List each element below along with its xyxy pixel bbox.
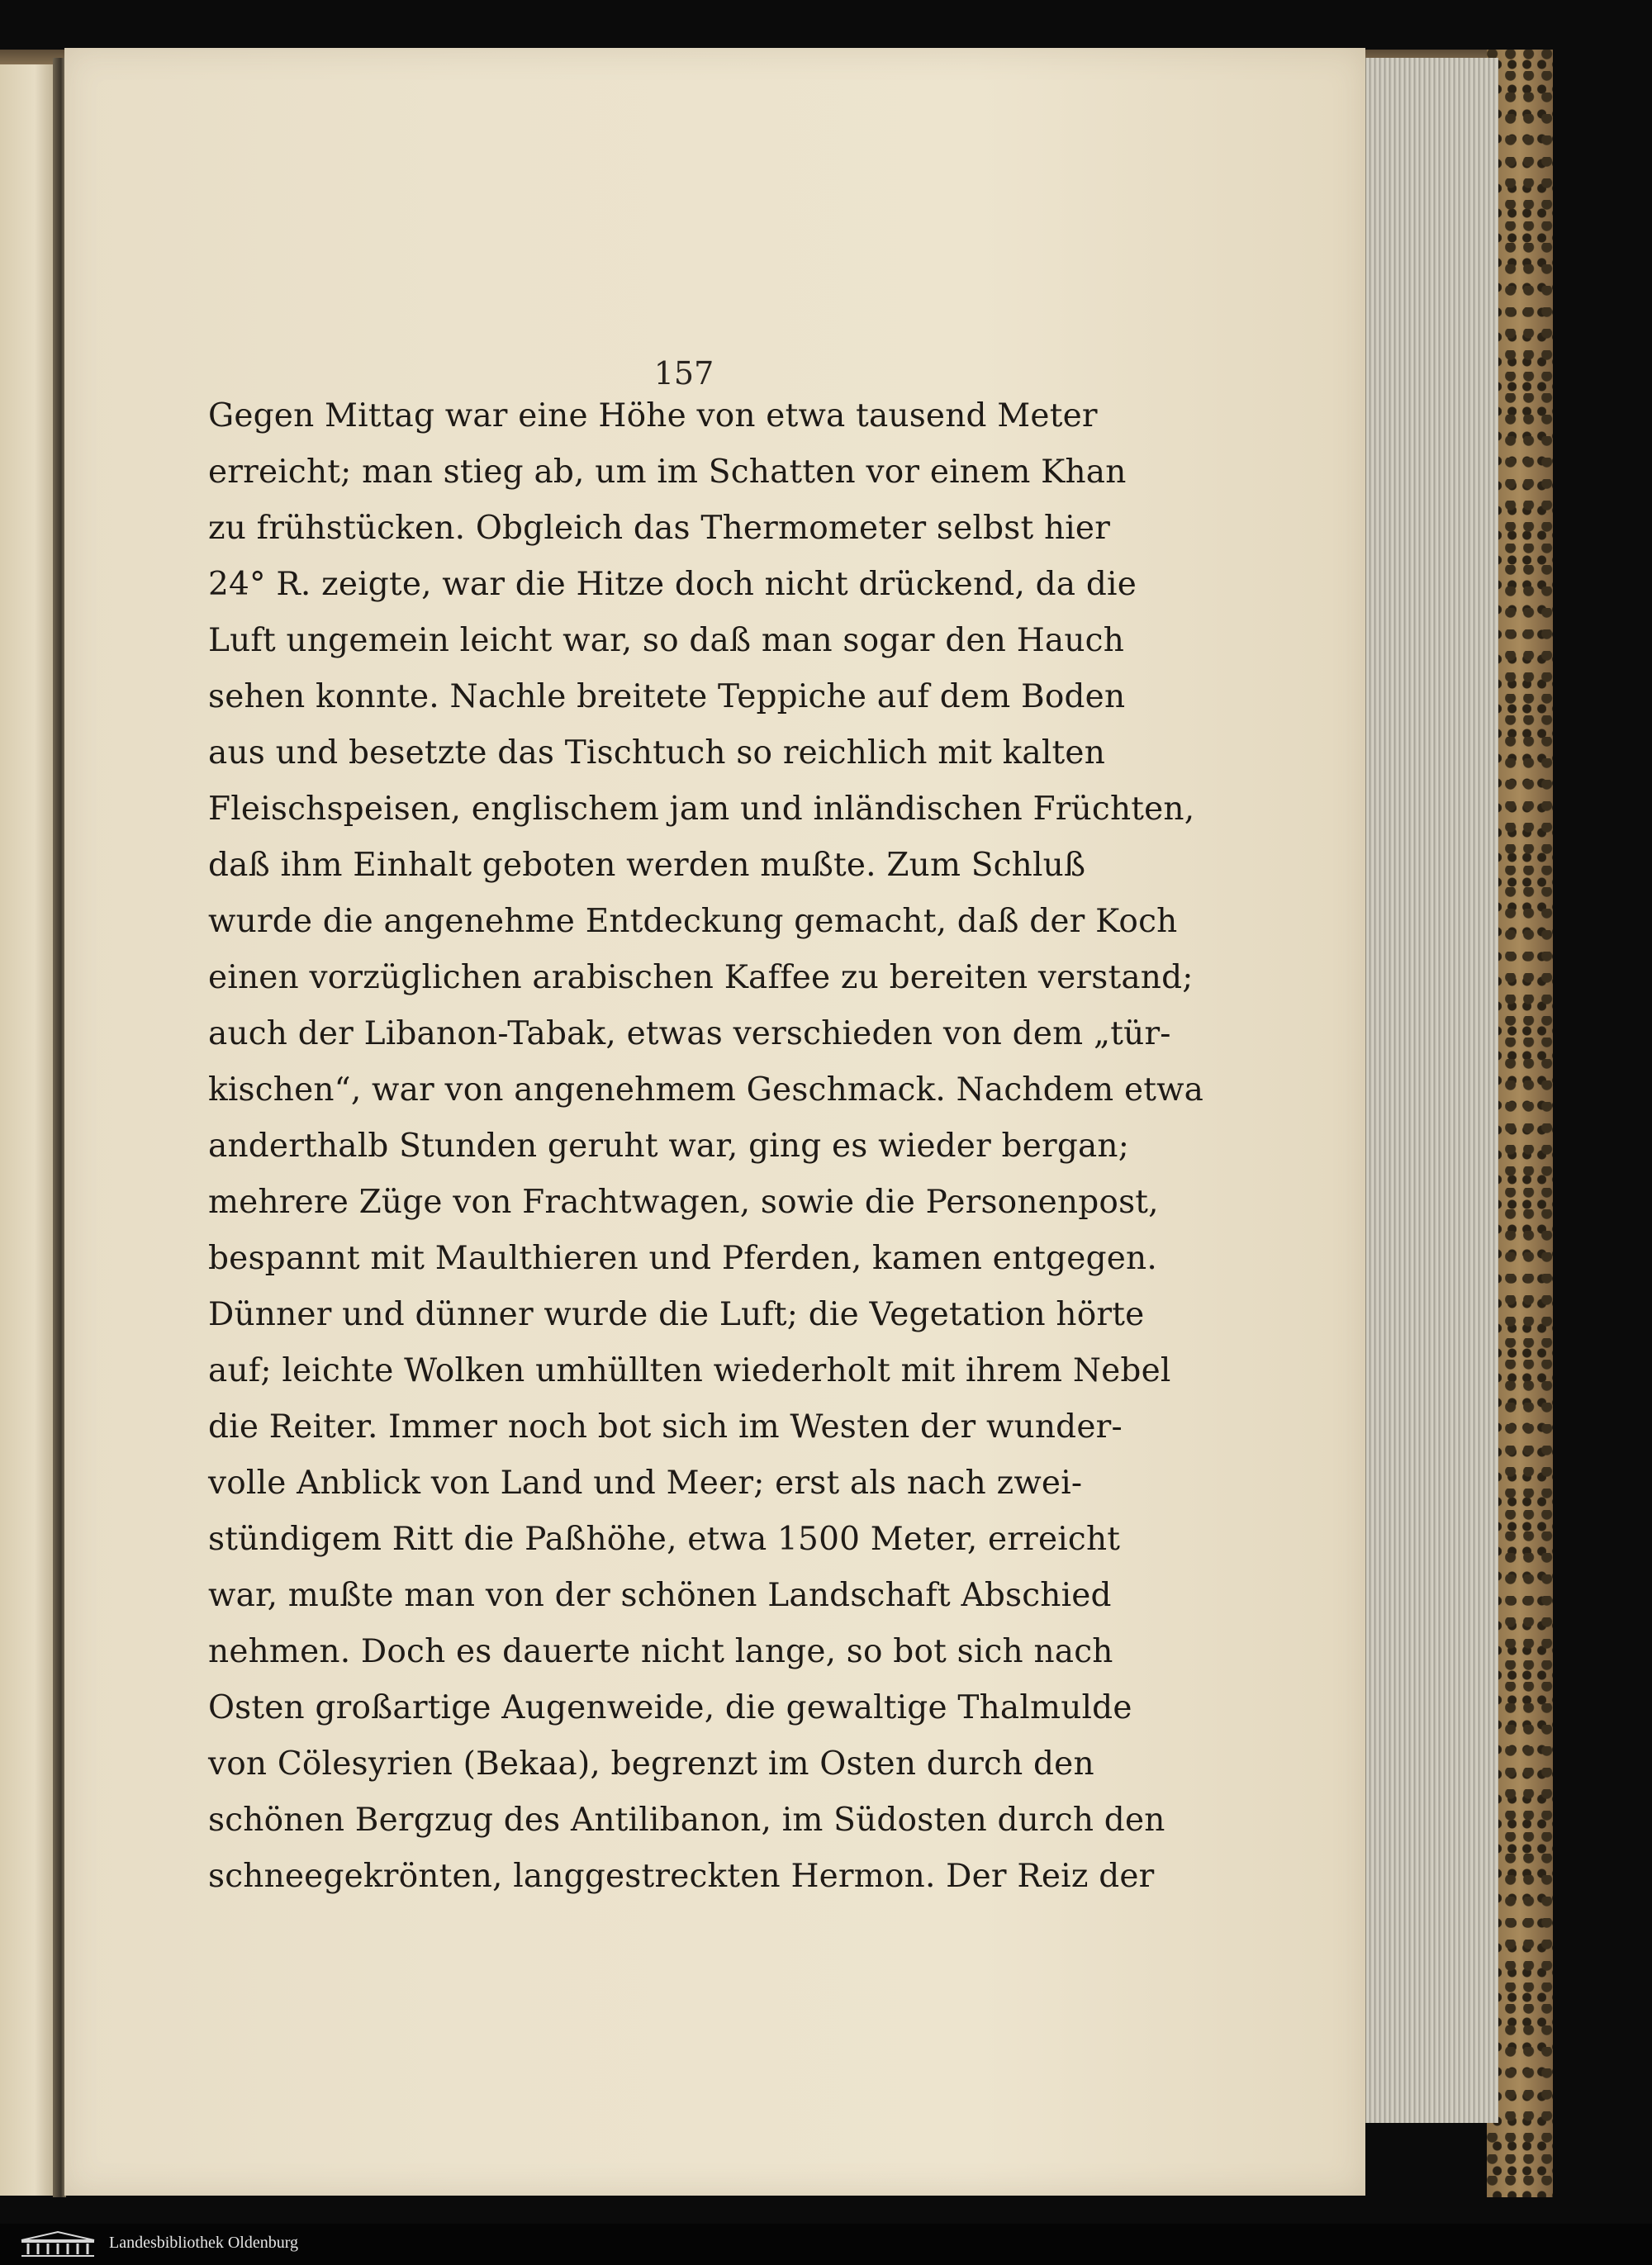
library-name: Landesbibliothek Oldenburg — [109, 2234, 299, 2252]
text-line: 24° R. zeigte, war die Hitze doch nicht drückend, da die — [208, 566, 1137, 603]
text-line: bespannt mit Maulthieren und Pferden, kamen entgegen. — [208, 1240, 1157, 1277]
text-line: volle Anblick von Land und Meer; erst als nach zwei- — [208, 1465, 1083, 1502]
text-line: war, mußte man von der schönen Landschaft Abschied — [208, 1577, 1112, 1614]
text-line: aus und besetzte das Tischtuch so reichlich mit kalten — [208, 734, 1106, 772]
text-line: auch der Libanon-Tabak, etwas verschieden von dem „tür- — [208, 1015, 1171, 1052]
text-line: kischen“, war von angenehmem Geschmack. Nachdem etwa — [208, 1071, 1204, 1109]
text-line: wurde die angenehme Entdeckung gemacht, daß der Koch — [208, 903, 1178, 940]
library-building-icon — [18, 2230, 97, 2258]
body-text — [208, 388, 1204, 1905]
text-line: anderthalb Stunden geruht war, ging es wieder bergan; — [208, 1128, 1130, 1165]
page-number: 157 — [653, 355, 714, 392]
text-line: mehrere Züge von Frachtwagen, sowie die Personenpost, — [208, 1184, 1159, 1221]
left-page-edge — [0, 64, 58, 2196]
page-edges — [1363, 58, 1498, 2123]
text-line: Dünner und dünner wurde die Luft; die Vegetation hörte — [208, 1296, 1145, 1333]
text-line: Luft ungemein leicht war, so daß man sogar den Hauch — [208, 622, 1125, 659]
text-line: Gegen Mittag war eine Höhe von etwa tausend Meter — [208, 397, 1098, 434]
text-line: schönen Bergzug des Antilibanon, im Südosten durch den — [208, 1802, 1165, 1839]
text-line: zu frühstücken. Obgleich das Thermometer selbst hier — [208, 510, 1111, 547]
text-line: auf; leichte Wolken umhüllten wiederholt mit ihrem Nebel — [208, 1352, 1171, 1389]
text-line: Osten großartige Augenweide, die gewaltige Thalmulde — [208, 1689, 1132, 1726]
text-line: die Reiter. Immer noch bot sich im Westen der wunder- — [208, 1408, 1123, 1446]
text-line: nehmen. Doch es dauerte nicht lange, so bot sich nach — [208, 1633, 1113, 1670]
text-line: erreicht; man stieg ab, um im Schatten vor einem Khan — [208, 453, 1127, 491]
text-line: schneegekrönten, langgestreckten Hermon. Der Reiz der — [208, 1858, 1155, 1895]
text-line: einen vorzüglichen arabischen Kaffee zu bereiten verstand; — [208, 959, 1194, 996]
text-line: Fleischspeisen, englischem jam und inländischen Früchten, — [208, 791, 1195, 828]
text-line: stündigem Ritt die Paßhöhe, etwa 1500 Meter, erreicht — [208, 1521, 1121, 1558]
text-line: von Cölesyrien (Bekaa), begrenzt im Osten durch den — [208, 1745, 1094, 1783]
text-line: daß ihm Einhalt geboten werden mußte. Zum Schluß — [208, 847, 1086, 884]
text-line: sehen konnte. Nachle breitete Teppiche auf dem Boden — [208, 678, 1126, 715]
